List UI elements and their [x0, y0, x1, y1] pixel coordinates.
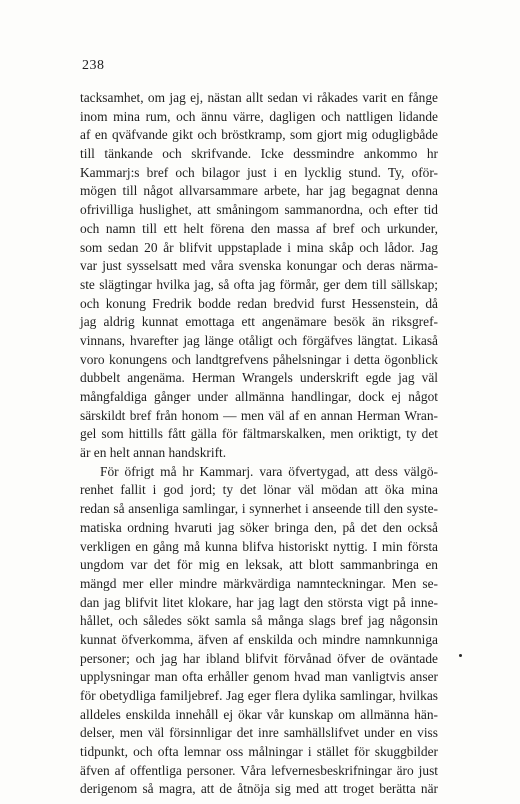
text-line: voro konungens och landtgrefvens påhelsningar i detta ögonblick: [80, 351, 438, 367]
margin-mark: [459, 654, 462, 657]
text-line: upplysningar man ofta erhåller genom hvad man vanligtvis anser: [80, 669, 438, 685]
text-line: delser, men väl försinnligar det inre samhällslifvet under en viss: [80, 725, 438, 741]
text-line: renhet fallit i god jord; ty det lönar väl mödan att öka mina: [80, 482, 438, 498]
text-line: jag aldrig kunnat emottaga ett angenämare besök än riksgref-: [80, 314, 438, 330]
text-line: och namn till ett helt förena den massa af bref och urkunder,: [80, 220, 438, 236]
text-line: gel som hittills fått gälla för fältmarskalken, men oriktigt, ty det: [80, 426, 438, 442]
text-line: hållet, och således sökt samla så många slags bref jag någonsin: [80, 613, 438, 629]
text-line: mångfaldiga gånger under allmänna handlingar, dock ej något: [80, 389, 438, 404]
text-line: särskildt bref från honom — men väl af en annan Herman Wran-: [80, 407, 438, 423]
text-line: äfven af offentliga personer. Våra lefvernesbeskrifningar äro just: [80, 762, 438, 778]
body-text: [80, 89, 438, 799]
text-line: Kammarj:s bref och bilagor just i en lycklig stund. Ty, oför-: [80, 164, 438, 180]
paragraph-start-line: För öfrigt må hr Kammarj. vara öfvertygad, att dess välgö-: [100, 463, 438, 479]
text-line: ste slägtingar hvilka jag, så ofta jag förmår, ger dem till sällskap;: [80, 276, 438, 292]
text-line: och konung Fredrik bodde redan bredvid furst Hessenstein, då: [80, 295, 438, 311]
text-line: redan så ansenliga samlingar, i synnerhet i anseende till den syste-: [80, 501, 438, 517]
text-line: ungdom var det för mig en leksak, att blott sammanbringa en: [80, 557, 438, 573]
text-line: af en qväfvande gikt och bröstkramp, som gjort mig odugligbåde: [80, 127, 438, 143]
text-line: för obetydliga familjebref. Jag eger flera dylika samlingar, hvilkas: [80, 688, 438, 703]
text-line: dan jag blifvit litet klokare, har jag lagt den största vigt på inne-: [80, 594, 438, 610]
text-line: alldeles enskilda innehåll ej ökar vår kunskap om allmänna hän-: [80, 706, 438, 722]
paragraph-end-line: är en helt annan handskrift.: [80, 445, 227, 461]
text-line: vinnans, hvarefter jag länge otåligt och förgäfves längtat. Likaså: [80, 332, 438, 348]
text-line: mögen till något allvarsammare arbete, har jag begagnat denna: [80, 183, 438, 199]
text-line: personer; och jag har ibland blifvit förvånad öfver de oväntade: [80, 650, 438, 666]
page-number: 238: [82, 58, 105, 73]
text-line: inom mina rum, och ännu värre, dagligen och nattligen lidande: [80, 108, 438, 124]
text-line: tacksamhet, om jag ej, nästan allt sedan vi råkades varit en fånge: [80, 90, 438, 105]
text-line: tidpunkt, och ofta lemnar oss målningar i stället för skuggbilder: [80, 744, 438, 760]
text-line: dubbelt angenäma. Herman Wrangels underskrift egde jag väl: [80, 370, 438, 386]
text-line: som sedan 20 år blifvit uppstaplade i mina skåp och lådor. Jag: [80, 239, 438, 255]
text-line: mängd mer eller mindre märkvärdiga namnteckningar. Men se-: [80, 575, 438, 591]
text-line: kunnat öfverkomma, äfven af enskilda och mindre namnkunniga: [80, 631, 438, 647]
text-line: matiska ordning hvaruti jag söker bringa den, på det den också: [80, 519, 438, 535]
text-line: derigenom så magra, att de åtnöja sig med att troget berätta när: [80, 781, 438, 797]
text-line: till tänkande och skrifvande. Icke dessmindre ankommo hr: [80, 146, 438, 162]
text-line: var just sysselsatt med våra svenska konungar och deras närma-: [80, 258, 438, 274]
text-line: verkligen en gång må kunna blifva historiskt nyttig. I min första: [80, 538, 438, 554]
text-line: ofrivilliga huslighet, att småningom sammanordna, och efter tid: [80, 202, 438, 218]
